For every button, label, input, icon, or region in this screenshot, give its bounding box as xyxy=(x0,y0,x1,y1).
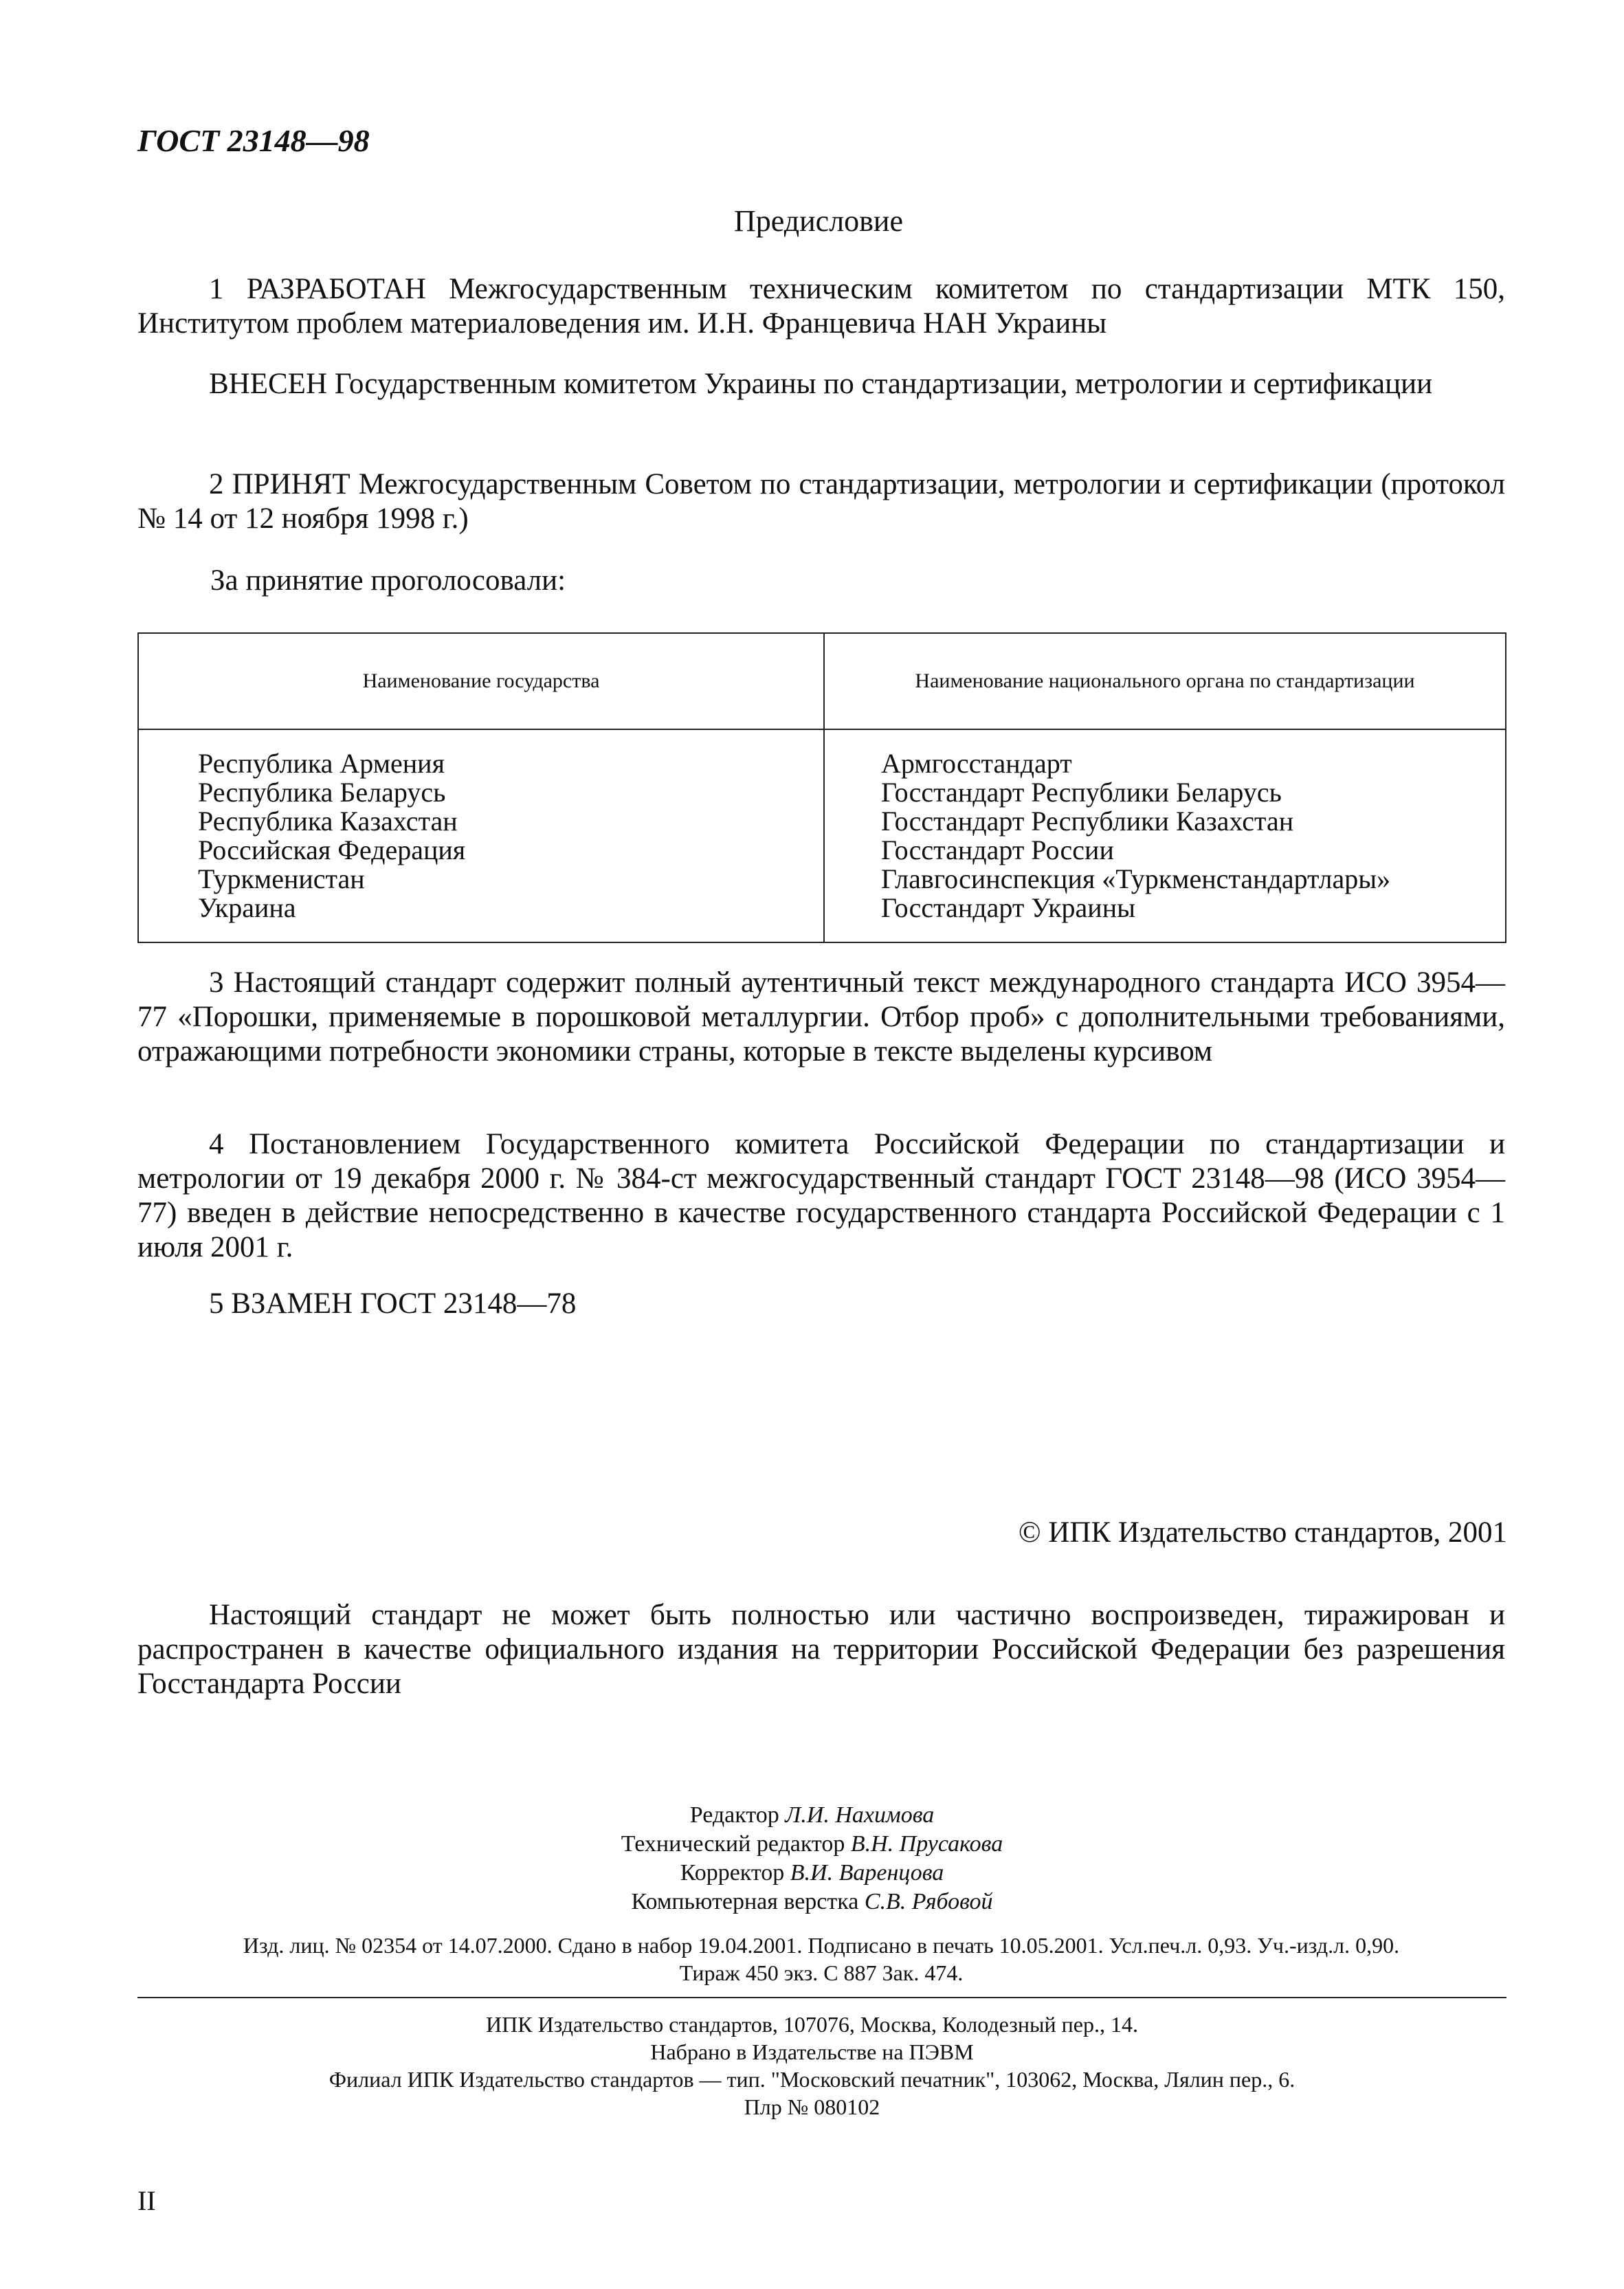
printer-info xyxy=(0,2011,1624,2121)
body-item: Главгосинспекция «Туркменстандартлары» xyxy=(881,863,1391,894)
credit-line: Корректор В.И. Варенцова xyxy=(680,1860,944,1886)
table-row xyxy=(138,729,1506,942)
body-item: Госстандарт Украины xyxy=(881,892,1135,923)
printer-line-1: ИПК Издательство стандартов, 107076, Москва, Колодезный пер., 14. xyxy=(486,2012,1138,2037)
printer-line-4: Плр № 080102 xyxy=(744,2094,880,2119)
copyright: © ИПК Издательство стандартов, 2001 xyxy=(1018,1516,1507,1549)
paragraph-1 xyxy=(137,272,1505,341)
page-number: II xyxy=(137,2185,156,2216)
imprint xyxy=(137,1932,1505,1987)
divider xyxy=(137,1997,1506,1998)
state-item: Республика Армения xyxy=(198,748,445,779)
imprint-line-1: Изд. лиц. № 02354 от 14.07.2000. Сдано в набор 19.04.2001. Подписано в печать 10.05.2001. Усл.печ.л. 0,93. Уч.-изд.л. 0,90. xyxy=(243,1933,1400,1958)
credit-line: Компьютерная верстка С.В. Рябовой xyxy=(631,1889,993,1914)
printer-line-3: Филиал ИПК Издательство стандартов — тип. "Московский печатник", 103062, Москва, Лялин пер., 6. xyxy=(329,2067,1295,2092)
printer-line-2: Набрано в Издательстве на ПЭВМ xyxy=(650,2039,974,2064)
body-item: Госстандарт России xyxy=(881,834,1114,865)
paragraph-5 xyxy=(137,1287,1505,1321)
state-item: Республика Беларусь xyxy=(198,777,446,808)
paragraph-4-text: 4 Постановлением Государственного комитета Российской Федерации по стандартизации и метрологии от 19 декабря 2000 г. № 384-ст межгосударственный стандарт ГОСТ 23148—98 (ИСО 3954—77) введен в действие непосредственно в качестве государственного стандарта Российской Федерации с 1 июля 2001 г. xyxy=(137,1128,1505,1263)
paragraph-4 xyxy=(137,1127,1505,1265)
body-item: Госстандарт Республики Казахстан xyxy=(881,806,1294,837)
table-header-body: Наименование национального органа по стандартизации xyxy=(824,633,1506,729)
state-item: Туркменистан xyxy=(198,863,365,894)
credit-line: Технический редактор В.Н. Прусакова xyxy=(621,1831,1003,1857)
reproduction-notice xyxy=(137,1598,1505,1701)
paragraph-3 xyxy=(137,966,1505,1069)
editorial-credits xyxy=(0,1801,1624,1916)
table-header-state: Наименование государства xyxy=(138,633,824,729)
voting-intro: За принятие проголосовали: xyxy=(210,564,566,597)
paragraph-3-text: 3 Настоящий стандарт содержит полный аутентичный текст международного стандарта ИСО 3954—77 «Порошки, применяемые в порошковой металлургии. Отбор проб» с дополнительными требованиями, отражающими потребности экономики страны, которые в тексте выделены курсивом xyxy=(137,966,1505,1068)
paragraph-5-text: 5 ВЗАМЕН ГОСТ 23148—78 xyxy=(209,1287,577,1320)
credit-line: Редактор Л.И. Нахимова xyxy=(689,1802,935,1828)
table-header-row xyxy=(138,633,1506,729)
paragraph-1-text: 1 РАЗРАБОТАН Межгосударственным техническим комитетом по стандартизации МТК 150, Институтом проблем материаловедения им. И.Н. Францевича НАН Украины xyxy=(137,273,1505,340)
paragraph-2-text: 2 ПРИНЯТ Межгосударственным Советом по стандартизации, метрологии и сертификации (протокол № 14 от 12 ноября 1998 г.) xyxy=(137,468,1505,535)
document-header: ГОСТ 23148—98 xyxy=(137,123,370,158)
state-item: Российская Федерация xyxy=(198,834,466,865)
paragraph-1b-text: ВНЕСЕН Государственным комитетом Украины по стандартизации, метрологии и сертификации xyxy=(209,368,1433,400)
states-cell xyxy=(138,729,824,942)
voting-table xyxy=(137,632,1506,943)
paragraph-1b xyxy=(137,367,1505,401)
section-title: Предисловие xyxy=(734,204,903,238)
bodies-cell xyxy=(824,729,1506,942)
imprint-line-2: Тираж 450 экз. С 887 Зак. 474. xyxy=(679,1960,964,1985)
state-item: Республика Казахстан xyxy=(198,806,458,837)
state-item: Украина xyxy=(198,892,296,923)
body-item: Армгосстандарт xyxy=(881,748,1072,779)
reproduction-notice-text: Настоящий стандарт не может быть полностью или частично воспроизведен, тиражирован и распространен в качестве официального издания на территории Российской Федерации без разрешения Госстандарта России xyxy=(137,1599,1505,1700)
body-item: Госстандарт Республики Беларусь xyxy=(881,777,1282,808)
paragraph-2 xyxy=(137,467,1505,536)
